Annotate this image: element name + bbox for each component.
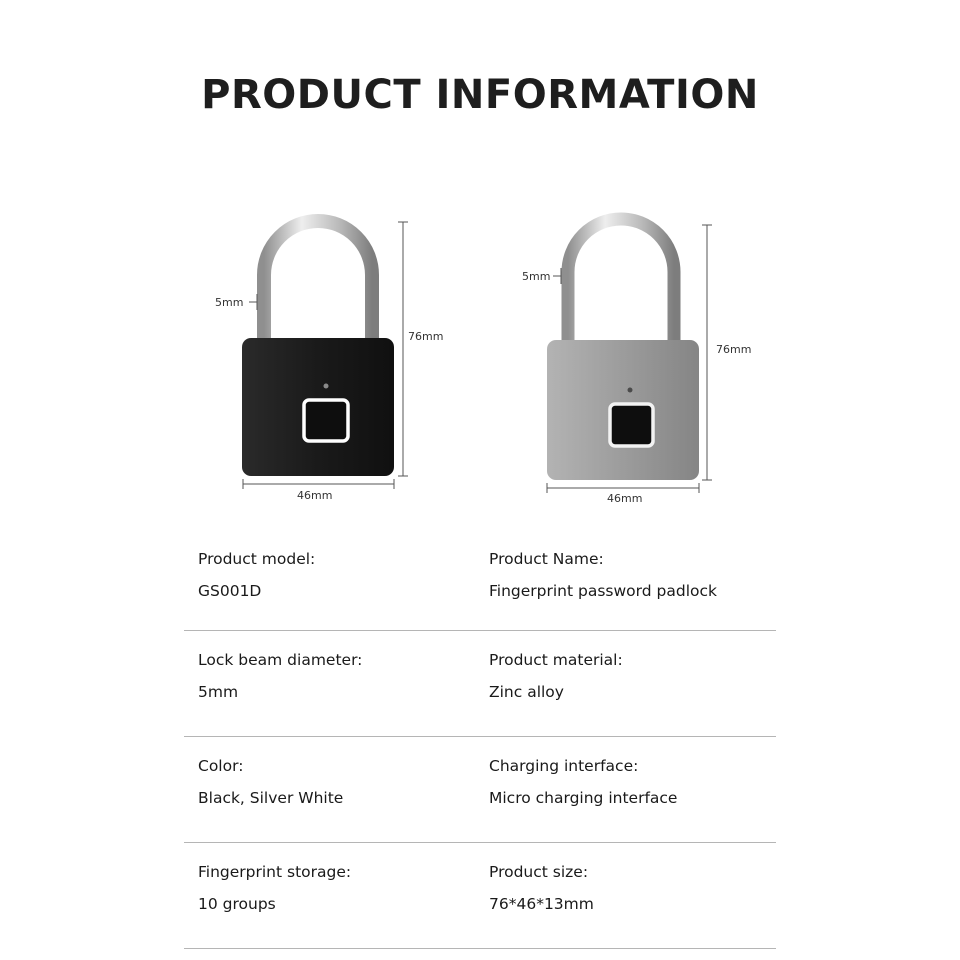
black-width-label: 46mm xyxy=(297,489,333,502)
silver-width-label: 46mm xyxy=(607,492,643,505)
spec-cell xyxy=(198,863,478,913)
spec-value: Micro charging interface xyxy=(489,789,678,807)
spec-cell xyxy=(198,550,478,600)
spec-value: 76*46*13mm xyxy=(489,895,594,913)
black-padlock xyxy=(215,221,443,502)
spec-value: 5mm xyxy=(198,683,239,701)
spec-cell xyxy=(198,757,478,807)
spec-label: Product size: xyxy=(489,863,589,881)
silver-padlock xyxy=(522,219,751,505)
spec-cell xyxy=(489,757,769,807)
spec-cell xyxy=(489,863,769,913)
spec-label: Lock beam diameter: xyxy=(198,651,363,669)
black-led-indicator xyxy=(324,384,329,389)
silver-shackle-label: 5mm xyxy=(522,270,551,283)
spec-row xyxy=(184,631,776,737)
spec-value: Zinc alloy xyxy=(489,683,564,701)
spec-value: Black, Silver White xyxy=(198,789,344,807)
spec-label: Charging interface: xyxy=(489,757,639,775)
silver-height-label: 76mm xyxy=(716,343,752,356)
spec-cell xyxy=(198,651,478,701)
spec-row xyxy=(184,737,776,843)
page-title: PRODUCT INFORMATION xyxy=(201,72,759,118)
spec-value: Fingerprint password padlock xyxy=(489,582,717,600)
silver-led-indicator xyxy=(628,388,633,393)
spec-label: Product Name: xyxy=(489,550,604,568)
spec-label: Product model: xyxy=(198,550,316,568)
spec-cell xyxy=(489,651,769,701)
black-shackle xyxy=(264,221,372,342)
spec-value: 10 groups xyxy=(198,895,276,913)
spec-label: Color: xyxy=(198,757,244,775)
spec-label: Product material: xyxy=(489,651,623,669)
black-height-label: 76mm xyxy=(408,330,444,343)
spec-value: GS001D xyxy=(198,582,262,600)
spec-row xyxy=(184,538,776,631)
silver-shackle xyxy=(568,219,674,345)
spec-table xyxy=(184,538,776,949)
black-fingerprint-sensor-icon xyxy=(304,400,348,441)
spec-cell xyxy=(489,550,769,600)
silver-fingerprint-sensor-icon xyxy=(610,404,653,446)
black-shackle-label: 5mm xyxy=(215,296,244,309)
spec-label: Fingerprint storage: xyxy=(198,863,352,881)
spec-row xyxy=(184,843,776,949)
